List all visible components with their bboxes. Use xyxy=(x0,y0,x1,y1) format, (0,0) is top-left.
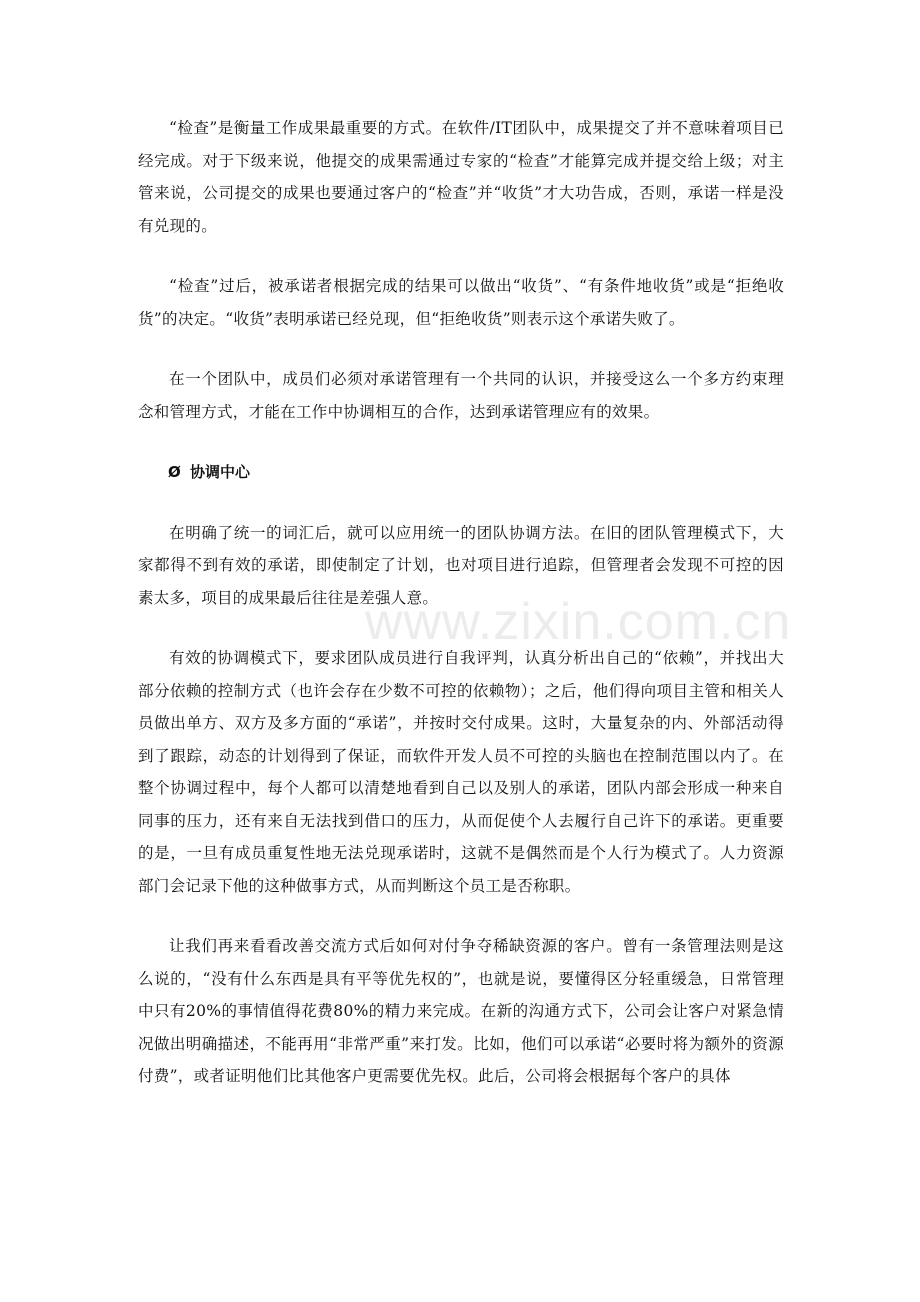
document-body xyxy=(138,112,784,1121)
bullet-icon: Ø xyxy=(168,463,181,481)
paragraph-acceptance: “检查”过后，被承诺者根据完成的结果可以做出“收货”、“有条件地收货”或是“拒绝收货”的决定。“收货”表明承诺已经兑现，但“拒绝收货”则表示这个承诺失败了。 xyxy=(138,277,784,328)
paragraph-unified-method: 在明确了统一的词汇后，就可以应用统一的团队协调方法。在旧的团队管理模式下，大家都得不到有效的承诺，即使制定了计划，也对项目进行追踪，但管理者会发现不可控的因素太多，项目的成果最后往往是差强人意。 xyxy=(138,523,784,607)
paragraph-inspection: “检查”是衡量工作成果最重要的方式。在软件/IT团队中，成果提交了并不意味着项目已经完成。对于下级来说，他提交的成果需通过专家的“检查”才能算完成并提交给上级；对主管来说，公司提交的成果也要通过客户的“检查”并“收货”才大功告成，否则，承诺一样是没有兑现的。 xyxy=(138,119,784,235)
watermark: www.zixin.com.cn xyxy=(365,593,792,651)
paragraph-scarce-resources: 让我们再来看看改善交流方式后如何对付争夺稀缺资源的客户。曾有一条管理法则是这么说的，“没有什么东西是具有平等优先权的”，也就是说，要懂得区分轻重缓急，日常管理中只有20%的事情值得花费80%的精力来完成。在新的沟通方式下，公司会让客户对紧急情况做出明确描述，不能再用“非常严重”来打发。比如，他们可以承诺“必要时将为额外的资源付费”，或者证明他们比其他客户更需要优先权。此后，公司将会根据每个客户的具体 xyxy=(138,937,784,1085)
section-heading-text: 协调中心 xyxy=(190,463,251,481)
section-heading xyxy=(138,456,784,489)
paragraph-coordination-model: 有效的协调模式下，要求团队成员进行自我评判，认真分析出自己的“依赖”，并找出大部分依赖的控制方式（也许会存在少数不可控的依赖物）；之后，他们得向项目主管和相关人员做出单方、双方及多方面的“承诺”，并按时交付成果。这时，大量复杂的内、外部活动得到了跟踪，动态的计划得到了保证，而软件开发人员不可控的头脑也在控制范围以内了。在整个协调过程中，每个人都可以清楚地看到自己以及别人的承诺，团队内部会形成一种来自同事的压力，还有来自无法找到借口的压力，从而促使个人去履行自己许下的承诺。更重要的是，一旦有成员重复性地无法兑现承诺时，这就不是偶然而是个人行为模式了。人力资源部门会记录下他的这种做事方式，从而判断这个员工是否称职。 xyxy=(138,649,784,895)
paragraph-team-consensus: 在一个团队中，成员们必须对承诺管理有一个共同的认识，并接受这么一个多方约束理念和管理方式，才能在工作中协调相互的合作，达到承诺管理应有的效果。 xyxy=(138,370,784,421)
